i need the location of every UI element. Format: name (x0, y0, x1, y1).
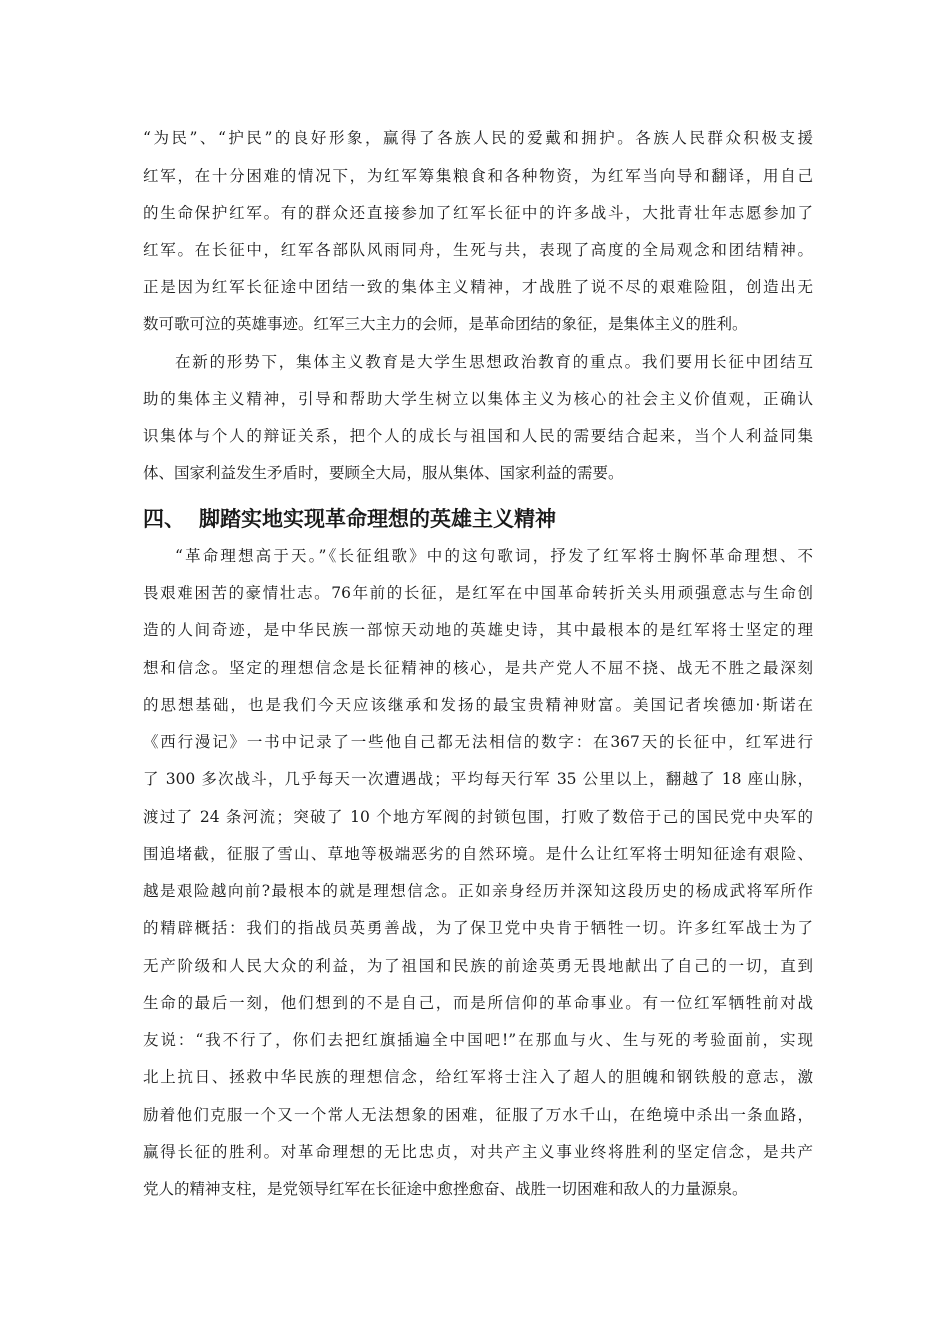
text-line: 友说：“我不行了，你们去把红旗插遍全中国吧!”在那血与火、生与死的考验面前，实现 (143, 1031, 813, 1049)
text-line: 红军，在十分困难的情况下，为红军筹集粮食和各种物资，为红军当向导和翻译，用自己 (143, 167, 813, 185)
text-line: 在新的形势下，集体主义教育是大学生思想政治教育的重点。我们要用长征中团结互 (175, 353, 813, 371)
text-line: “为民”、“护民”的良好形象，赢得了各族人民的爱戴和拥护。各族人民群众积极支援 (143, 129, 813, 147)
text-line: 助的集体主义精神，引导和帮助大学生树立以集体主义为核心的社会主义价值观，正确认 (143, 390, 813, 408)
section-number: 四、 (143, 507, 185, 531)
text-line: 北上抗日、拯救中华民族的理想信念，给红军将士注入了超人的胆魄和钢铁般的意志，激 (143, 1068, 813, 1086)
text-line: 的生命保护红军。有的群众还直接参加了红军长征中的许多战斗，大批青壮年志愿参加了 (143, 204, 813, 222)
text-line: 励着他们克服一个又一个常人无法想象的困难，征服了万水千山，在绝境中杀出一条血路， (143, 1106, 813, 1124)
section-title: 脚踏实地实现革命理想的英雄主义精神 (199, 507, 556, 531)
text-line: 了 300 多次战斗，几乎每天一次遭遇战；平均每天行军 35 公里以上，翻越了 18 座山脉， (143, 770, 813, 788)
text-line: 造的人间奇迹，是中华民族一部惊天动地的英雄史诗，其中最根本的是红军将士坚定的理 (143, 621, 813, 639)
text-line: 数可歌可泣的英雄事迹。红军三大主力的会师，是革命团结的象征，是集体主义的胜利。 (143, 315, 748, 333)
text-line: 越是艰险越向前?最根本的就是理想信念。正如亲身经历并深知这段历史的杨成武将军所作 (143, 882, 813, 900)
text-line: 渡过了 24 条河流；突破了 10 个地方军阀的封锁包围，打败了数倍于己的国民党中央军的 (143, 808, 813, 826)
text-line: 围追堵截，征服了雪山、草地等极端恶劣的自然环境。是什么让红军将士明知征途有艰险、 (143, 845, 813, 863)
text-line: 党人的精神支柱，是党领导红军在长征途中愈挫愈奋、战胜一切困难和敌人的力量源泉。 (143, 1180, 748, 1198)
text-line: 赢得长征的胜利。对革命理想的无比忠贞，对共产主义事业终将胜利的坚定信念，是共产 (143, 1143, 813, 1161)
text-line: “革命理想高于天。”《长征组歌》中的这句歌词，抒发了红军将士胸怀革命理想、不 (175, 547, 813, 565)
text-line: 的精辟概括：我们的指战员英勇善战，为了保卫党中央肯于牺牲一切。许多红军战士为了 (143, 919, 813, 937)
text-line: 体、国家利益发生矛盾时，要顾全大局，服从集体、国家利益的需要。 (143, 464, 624, 482)
text-line: 无产阶级和人民大众的利益，为了祖国和民族的前途英勇无畏地献出了自己的一切，直到 (143, 957, 813, 975)
section-heading (143, 505, 556, 533)
text-line: 想和信念。坚定的理想信念是长征精神的核心，是共产党人不屈不挠、战无不胜之最深刻 (143, 659, 813, 677)
text-line: 正是因为红军长征途中团结一致的集体主义精神，才战胜了说不尽的艰难险阻，创造出无 (143, 278, 813, 296)
text-line: 红军。在长征中，红军各部队风雨同舟，生死与共，表现了高度的全局观念和团结精神。 (143, 241, 813, 259)
text-line: 生命的最后一刻，他们想到的不是自己，而是所信仰的革命事业。有一位红军牺牲前对战 (143, 994, 813, 1012)
text-line: 识集体与个人的辩证关系，把个人的成长与祖国和人民的需要结合起来，当个人利益同集 (143, 427, 813, 445)
text-line: 《西行漫记》一书中记录了一些他自己都无法相信的数字：在367天的长征中，红军进行 (143, 733, 813, 751)
text-line: 的思想基础，也是我们今天应该继承和发扬的最宝贵精神财富。美国记者埃德加·斯诺在 (143, 696, 813, 714)
text-line: 畏艰难困苦的豪情壮志。76年前的长征，是红军在中国革命转折关头用顽强意志与生命创 (143, 584, 813, 602)
